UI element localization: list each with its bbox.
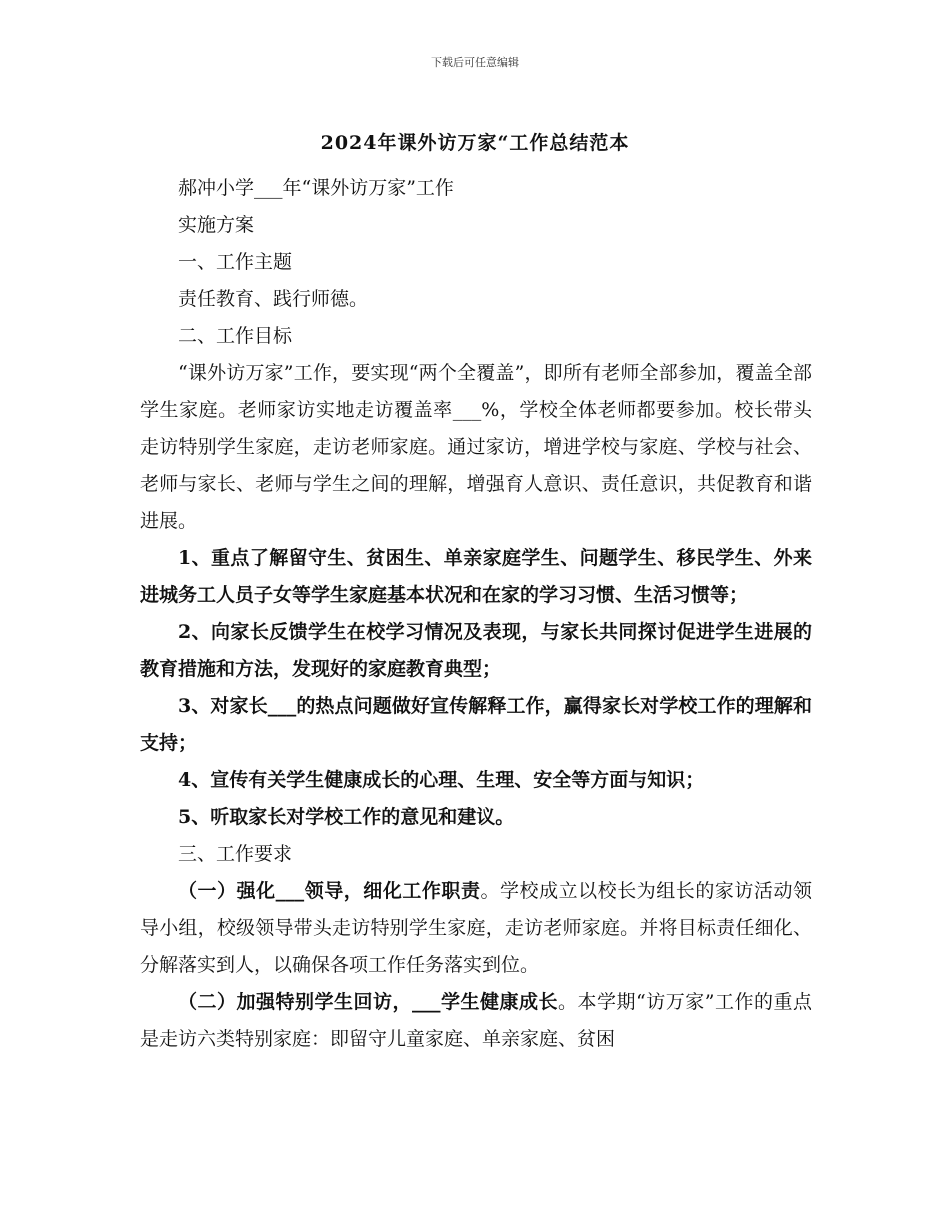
goal-item-5: 5、听取家长对学校工作的意见和建议。	[178, 806, 515, 828]
goal-item-4: 4、宣传有关学生健康成长的心理、生理、安全等方面与知识；	[178, 769, 705, 791]
section-heading-requirements: 三、工作要求	[178, 843, 293, 865]
goal-item-2: 2、向家长反馈学生在校学习情况及表现，与家长共同探讨促进学生进展的教育措施和方法，发现好的家庭教育典型；	[140, 621, 812, 680]
goal-item-1: 1、重点了解留守生、贫困生、单亲家庭学生、问题学生、移民学生、外来进城务工人员子女等学生家庭基本状况和在家的学习习惯、生活习惯等；	[140, 547, 812, 606]
requirement-1-text: 。学校成立以校长为组长的家访活动领导小组，校级领导带头走访特别学生家庭，走访老师家庭。并将目标责任细化、分解落实到人，以确保各项工作任务落实到位。	[140, 880, 812, 976]
requirement-2-heading: （二）加强特别学生回访，___学生健康成长	[178, 991, 559, 1013]
page-header-note: 下载后可任意编辑	[431, 56, 519, 69]
requirement-1-heading: （一）强化___领导，细化工作职责	[178, 880, 481, 902]
document-body	[140, 170, 812, 1058]
paragraph-plan-label: 实施方案	[178, 214, 255, 236]
paragraph-goals: “课外访万家”工作，要实现“两个全覆盖”，即所有老师全部参加，覆盖全部学生家庭。老师家访实地走访覆盖率___%，学校全体老师都要参加。校长带头走访特别学生家庭，走访老师家庭。通过家访，增进学校与家庭、学校与社会、老师与家长、老师与学生之间的理解，增强育人意识、责任意识，共促教育和谐进展。	[140, 362, 812, 532]
paragraph-theme: 责任教育、践行师德。	[178, 288, 369, 310]
requirement-2	[140, 984, 812, 1058]
requirement-2-text: 。本学期“访万家”工作的重点是走访六类特别家庭：即留守儿童家庭、单亲家庭、贫困	[140, 991, 812, 1050]
section-heading-goals: 二、工作目标	[178, 325, 293, 347]
requirement-1	[140, 873, 812, 984]
goal-item-3: 3、对家长___的热点问题做好宣传解释工作，赢得家长对学校工作的理解和支持；	[140, 695, 812, 754]
paragraph-school-plan-title: 郝冲小学___年“课外访万家”工作	[178, 177, 454, 199]
section-heading-theme: 一、工作主题	[178, 251, 293, 273]
document-title: 2024年课外访万家“工作总结范本	[320, 132, 630, 154]
